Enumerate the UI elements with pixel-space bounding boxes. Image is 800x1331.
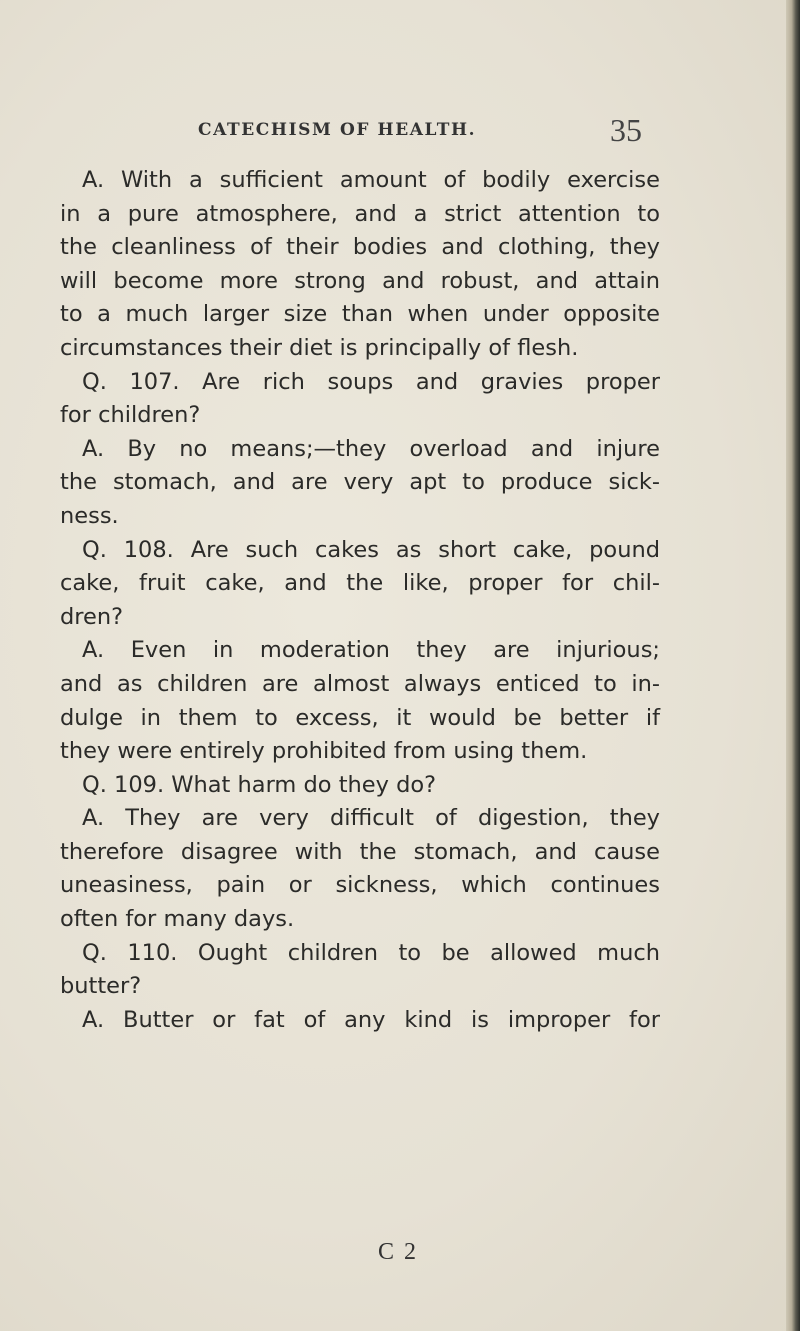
text-line: Q. 107. Are rich soups and gravies proper (82, 368, 660, 395)
text-line: will become more strong and robust, and attain (60, 267, 660, 294)
text-line: Q. 109. What harm do they do? (82, 771, 437, 798)
page-header (0, 106, 800, 146)
text-line: in a pure atmosphere, and a strict attention to (60, 200, 660, 227)
text-line: ness. (60, 502, 119, 529)
text-line: cake, fruit cake, and the like, proper for chil- (60, 570, 660, 597)
text-line: for children? (60, 402, 201, 429)
text-line: butter? (60, 973, 142, 1000)
text-line: Q. 110. Ought children to be allowed much (82, 939, 660, 966)
text-line: uneasiness, pain or sickness, which continues (60, 872, 660, 899)
text-line: dulge in them to excess, it would be better if (60, 704, 660, 731)
text-line: to a much larger size than when under opposite (60, 301, 660, 328)
page-edge-shadow (786, 0, 800, 1331)
text-line: often for many days. (60, 906, 295, 933)
text-line: therefore disagree with the stomach, and cause (60, 838, 660, 865)
body-text (60, 164, 660, 1037)
text-line: A. Butter or fat of any kind is improper for (82, 1006, 660, 1033)
signature-mark: C 2 (378, 1239, 419, 1265)
text-line: A. By no means;—they overload and injure (82, 435, 660, 462)
text-line: A. They are very difficult of digestion, they (82, 805, 660, 832)
text-line: A. With a sufficient amount of bodily exercise (82, 167, 660, 193)
text-line: the cleanliness of their bodies and clothing, they (60, 234, 660, 261)
text-line: A. Even in moderation they are injurious; (82, 637, 660, 664)
text-line: Q. 108. Are such cakes as short cake, pound (82, 536, 660, 563)
text-line: dren? (60, 603, 124, 630)
text-line: the stomach, and are very apt to produce sick- (60, 469, 660, 496)
page-number: 35 (610, 112, 642, 148)
running-title: CATECHISM OF HEALTH. (198, 120, 477, 140)
text-line: they were entirely prohibited from using them. (60, 738, 588, 765)
text-line: and as children are almost always enticed to in- (60, 670, 660, 697)
text-line: circumstances their diet is principally of flesh. (60, 334, 579, 361)
